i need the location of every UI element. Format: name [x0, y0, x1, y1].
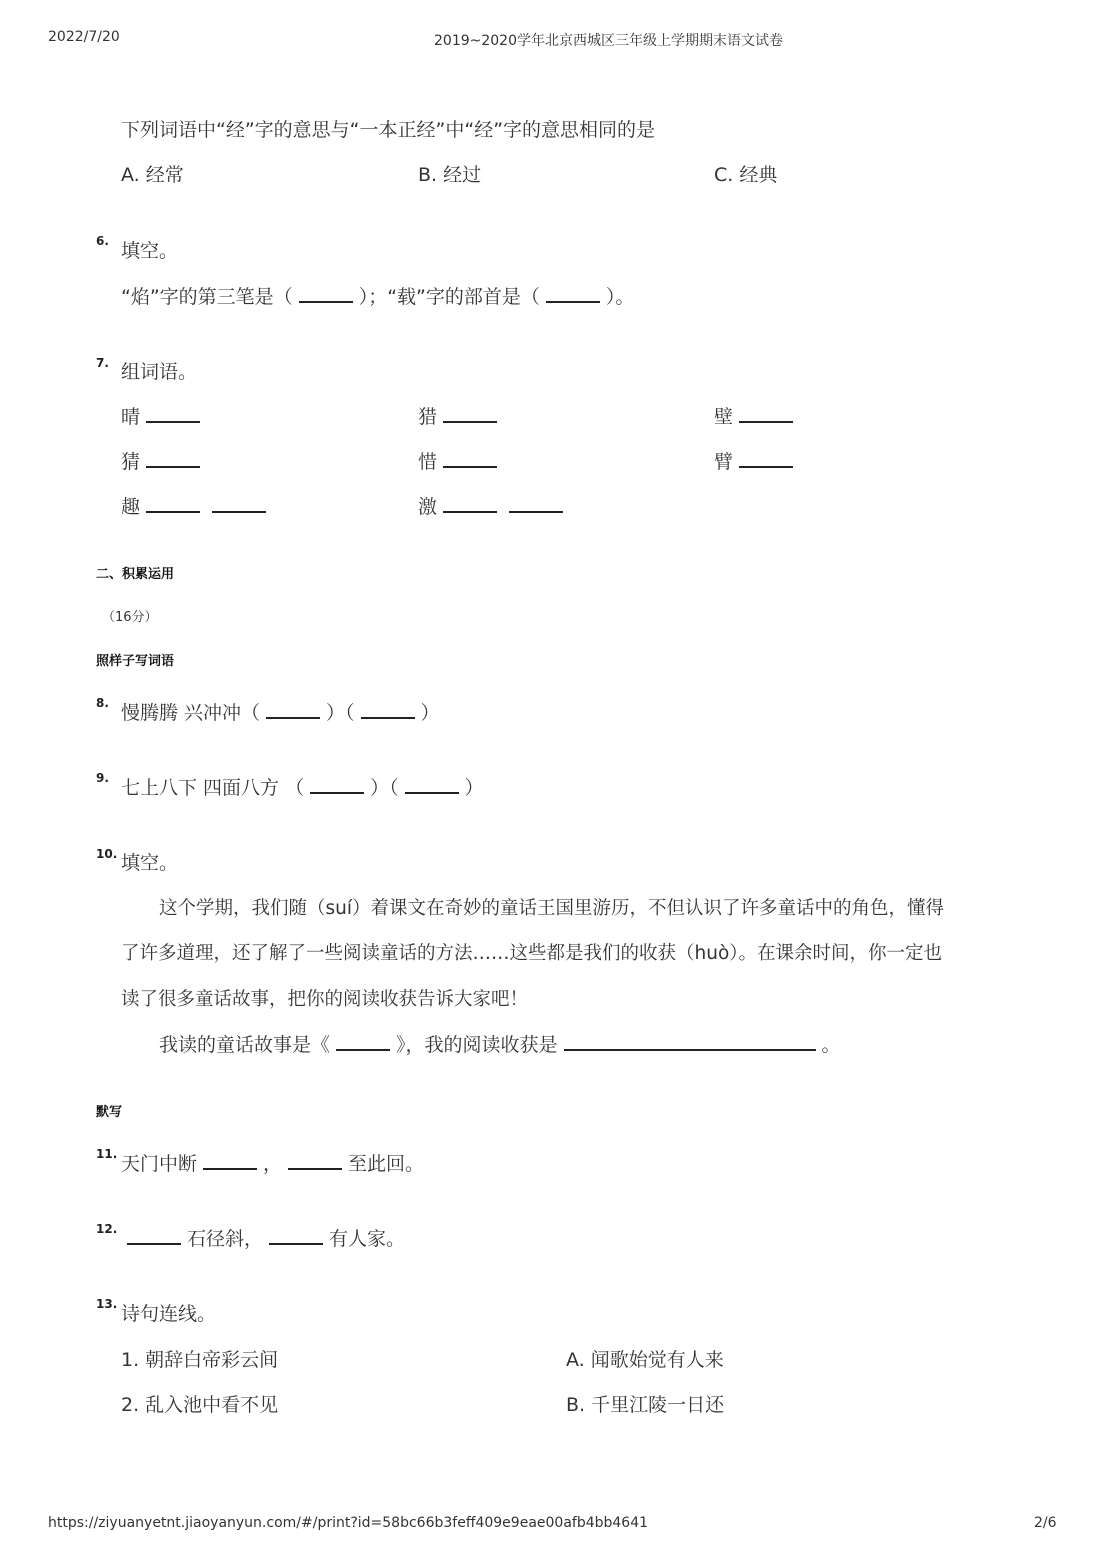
q7-char: 晴: [121, 406, 141, 428]
q11-a: 天门中断: [121, 1153, 198, 1175]
answer-blank[interactable]: [443, 450, 497, 468]
q10-paragraph-line: 这个学期，我们随（suí）着课文在奇妙的童话王国里游历，不但认识了许多童话中的角色，懂得: [159, 898, 945, 919]
q8-body: [121, 698, 440, 725]
answer-blank[interactable]: [288, 1152, 342, 1170]
answer-blank[interactable]: [564, 1033, 816, 1051]
q9-body: [121, 773, 484, 800]
answer-blank[interactable]: [509, 495, 563, 513]
answer-blank[interactable]: [127, 1227, 181, 1245]
q11-c: 至此回。: [348, 1153, 425, 1175]
q10-paragraph-line: 读了很多童话故事，把你的阅读收获告诉大家吧！: [121, 989, 529, 1010]
q13-number: 13.: [96, 1297, 118, 1311]
answer-blank[interactable]: [361, 701, 415, 719]
q11-b: ，: [263, 1153, 283, 1175]
answer-blank[interactable]: [269, 1227, 323, 1245]
q8-end: ）: [420, 702, 440, 724]
q13-title: 诗句连线。: [121, 1303, 217, 1325]
q13-right-item: A. 闻歌始觉有人来: [566, 1349, 724, 1371]
q8-mid: ）（: [326, 702, 355, 724]
q10-paragraph-line: 了许多道理，还了解了一些阅读童话的方法……这些都是我们的收获（huò）。在课余时间，你一定也: [121, 943, 943, 964]
q7-char: 猎: [418, 406, 438, 428]
q6-number: 6.: [96, 234, 109, 248]
q7-item: [714, 447, 799, 474]
q7-char: 趣: [121, 496, 141, 518]
q13-left-item: 2. 乱入池中看不见: [121, 1394, 279, 1416]
q8-text: 慢腾腾 兴冲冲（: [121, 702, 261, 724]
answer-blank[interactable]: [212, 495, 266, 513]
q10-title: 填空。: [121, 852, 179, 874]
answer-blank[interactable]: [443, 405, 497, 423]
answer-blank[interactable]: [146, 495, 200, 513]
q9-number: 9.: [96, 771, 109, 785]
q13-right-item: B. 千里江陵一日还: [566, 1394, 725, 1416]
answer-blank[interactable]: [146, 450, 200, 468]
answer-blank[interactable]: [310, 776, 364, 794]
q9-text: 七上八下 四面八方 （: [121, 777, 305, 799]
q10-fill-a: 我读的童话故事是《: [159, 1034, 331, 1056]
q7-item: [121, 492, 272, 519]
answer-blank[interactable]: [299, 285, 353, 303]
q10-fill-b: 》，我的阅读收获是: [396, 1034, 558, 1056]
subsection-heading: 默写: [96, 1105, 123, 1120]
q7-number: 7.: [96, 356, 109, 370]
print-date: 2022/7/20: [48, 29, 120, 45]
subsection-heading: 照样子写词语: [96, 654, 175, 669]
q7-title: 组词语。: [121, 361, 198, 383]
q5-option-b: B. 经过: [418, 164, 482, 186]
page-url: https://ziyuanyetnt.jiaoyanyun.com/#/print?id=58bc66b3feff409e9eae00afb4bb4641: [48, 1515, 649, 1531]
q9-mid: ）（: [370, 777, 399, 799]
q5-option-c: C. 经典: [714, 164, 778, 186]
q10-fill-line: [159, 1030, 841, 1057]
answer-blank[interactable]: [739, 450, 793, 468]
q6-title: 填空。: [121, 240, 179, 262]
q12-body: [121, 1224, 405, 1251]
q7-item: [418, 402, 503, 429]
q7-char: 激: [418, 496, 438, 518]
section-score: （16分）: [102, 610, 158, 625]
q7-char: 壁: [714, 406, 734, 428]
q6-part1: “焰”字的第三笔是（: [121, 286, 293, 308]
q7-item: [418, 492, 569, 519]
q6-part3: ）。: [605, 286, 635, 308]
q11-body: [121, 1149, 424, 1176]
answer-blank[interactable]: [443, 495, 497, 513]
answer-blank[interactable]: [146, 405, 200, 423]
section-heading: 二、积累运用: [96, 567, 175, 582]
q9-end: ）: [464, 777, 484, 799]
q5-option-a: A. 经常: [121, 164, 184, 186]
q12-b: 有人家。: [329, 1228, 406, 1250]
q7-item: [714, 402, 799, 429]
answer-blank[interactable]: [203, 1152, 257, 1170]
q10-fill-c: 。: [821, 1034, 841, 1056]
page-number: 2/6: [1034, 1515, 1057, 1531]
q7-item: [418, 447, 503, 474]
q13-left-item: 1. 朝辞白帝彩云间: [121, 1349, 279, 1371]
q6-part2: ）；“载”字的部首是（: [358, 286, 540, 308]
answer-blank[interactable]: [266, 701, 320, 719]
answer-blank[interactable]: [546, 285, 600, 303]
q6-body: [121, 282, 634, 309]
q10-number: 10.: [96, 847, 118, 861]
q11-number: 11.: [96, 1147, 118, 1161]
answer-blank[interactable]: [405, 776, 459, 794]
q5-stem: 下列词语中“经”字的意思与“一本正经”中“经”字的意思相同的是: [121, 119, 656, 141]
q7-item: [121, 402, 206, 429]
q7-char: 臂: [714, 451, 734, 473]
answer-blank[interactable]: [336, 1033, 390, 1051]
q7-item: [121, 447, 206, 474]
q7-char: 惜: [418, 451, 438, 473]
page-title: 2019~2020学年北京西城区三年级上学期期末语文试卷: [434, 33, 783, 49]
q12-a: 石径斜，: [187, 1228, 264, 1250]
q7-char: 猜: [121, 451, 141, 473]
q12-number: 12.: [96, 1222, 118, 1236]
answer-blank[interactable]: [739, 405, 793, 423]
q8-number: 8.: [96, 696, 109, 710]
